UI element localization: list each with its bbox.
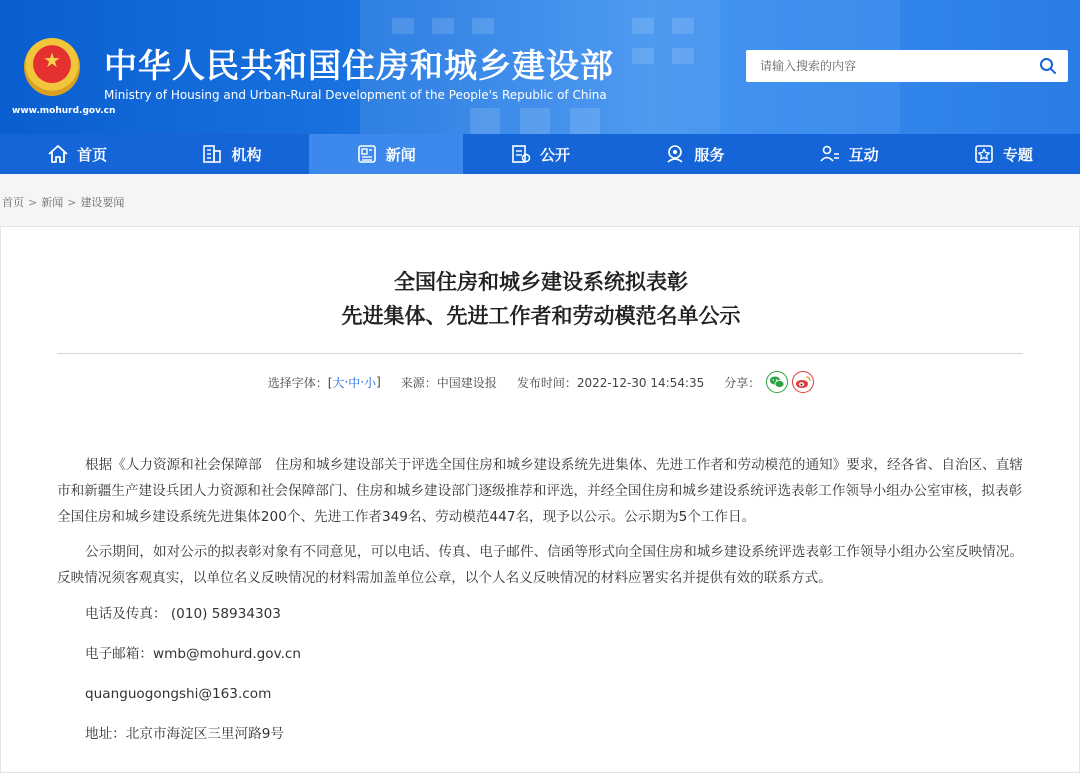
site-subtitle: Ministry of Housing and Urban-Rural Development of the People's Republic of China xyxy=(104,88,607,102)
share-buttons xyxy=(766,371,814,393)
search-icon xyxy=(1039,57,1057,75)
font-size-label: 选择字体：[ xyxy=(267,375,333,390)
contact-email-secondary[interactable]: quanguogongshi@163.com xyxy=(85,686,272,702)
nav-item-service[interactable] xyxy=(617,134,771,174)
header-background-window xyxy=(472,18,494,34)
site-title[interactable]: 中华人民共和国住房和城乡建设部 xyxy=(104,46,614,85)
article-published-time: 发布时间：2022-12-30 14:54:35 xyxy=(516,375,705,390)
nav-item-label: 公开 xyxy=(540,145,571,164)
weibo-icon xyxy=(795,375,811,389)
header-background-window xyxy=(470,108,500,134)
breadcrumb-news[interactable]: 新闻 xyxy=(41,196,64,209)
header-background-window xyxy=(520,108,550,134)
breadcrumb-separator: > xyxy=(67,196,77,209)
main-nav xyxy=(0,134,1080,174)
article-paragraph: 根据《人力资源和社会保障部 住房和城乡建设部关于评选全国住房和城乡建设系统先进集体、先进工作者和劳动模范的通知》要求，经各省、自治区、直辖市和新疆生产建设兵团人力资源和社会保障部门、住房和城乡建设部门逐级推荐和评选，并经全国住房和城乡建设系统评选表彰工作领导小组办公室审核，拟表彰全国住房和城乡建设系统先进集体200个、先进工作者349名、劳动模范447名，现予以公示。公示期为5个工作日。 xyxy=(57,457,1023,525)
article-source: 来源：中国建设报 xyxy=(400,375,497,390)
breadcrumb xyxy=(2,194,124,210)
font-size-small[interactable]: 小 xyxy=(364,375,377,390)
special-topic-icon xyxy=(973,143,995,165)
document-icon xyxy=(510,143,532,165)
header-background-window xyxy=(570,108,600,134)
contact-address: 地址：北京市海淀区三里河路9号 xyxy=(85,726,284,742)
header-background-window xyxy=(632,48,654,64)
article-panel xyxy=(0,226,1080,773)
nav-item-special-topics[interactable] xyxy=(926,134,1080,174)
nav-item-interaction[interactable] xyxy=(771,134,925,174)
font-size-separator: · xyxy=(360,375,365,389)
nav-item-label: 新闻 xyxy=(385,145,416,164)
news-icon xyxy=(356,143,378,165)
header-background-window xyxy=(672,48,694,64)
breadcrumb-construction-news[interactable]: 建设要闻 xyxy=(80,196,125,209)
home-icon xyxy=(47,143,69,165)
header-background-window xyxy=(632,18,654,34)
article-title-line2: 先进集体、先进工作者和劳动模范名单公示 xyxy=(341,304,741,328)
article-title xyxy=(1,265,1080,333)
nav-item-news[interactable] xyxy=(309,134,463,174)
font-size-large[interactable]: 大 xyxy=(332,375,345,390)
title-divider xyxy=(57,353,1023,354)
share-label: 分享： xyxy=(724,375,761,390)
article-content xyxy=(57,452,1027,761)
search-button[interactable] xyxy=(1028,50,1068,82)
service-icon xyxy=(664,143,686,165)
article-title-line1: 全国住房和城乡建设系统拟表彰 xyxy=(394,270,688,294)
site-url: www.mohurd.gov.cn xyxy=(12,106,116,116)
header-background-window xyxy=(432,18,454,34)
wechat-share-button[interactable] xyxy=(766,371,788,393)
contact-info xyxy=(57,601,1027,761)
nav-item-label: 首页 xyxy=(77,145,108,164)
nav-item-public[interactable] xyxy=(463,134,617,174)
nav-item-home[interactable] xyxy=(0,134,154,174)
search-box xyxy=(746,50,1068,82)
weibo-share-button[interactable] xyxy=(792,371,814,393)
nav-item-label: 机构 xyxy=(231,145,262,164)
search-input[interactable] xyxy=(746,50,1026,82)
breadcrumb-home[interactable]: 首页 xyxy=(2,196,24,209)
wechat-icon xyxy=(769,375,785,389)
star-icon: ★ xyxy=(43,48,61,72)
contact-email-primary[interactable]: 电子邮箱：wmb@mohurd.gov.cn xyxy=(85,646,301,662)
font-size-close: ] xyxy=(376,375,381,389)
nav-item-label: 互动 xyxy=(848,145,879,164)
nav-item-label: 专题 xyxy=(1002,145,1033,164)
breadcrumb-separator: > xyxy=(28,196,38,209)
header-background-window xyxy=(392,18,414,34)
article-paragraph: 公示期间，如对公示的拟表彰对象有不同意见，可以电话、传真、电子邮件、信函等形式向全国住房和城乡建设系统评选表彰工作领导小组办公室反映情况。反映情况须客观真实，以单位名义反映情况的材料需加盖单位公章，以个人名义反映情况的材料应署实名并提供有效的联系方式。 xyxy=(57,544,1023,586)
site-header xyxy=(0,0,1080,134)
national-emblem-icon[interactable] xyxy=(24,38,80,96)
contact-phone: 电话及传真： (010) 58934303 xyxy=(85,606,281,622)
nav-item-label: 服务 xyxy=(694,145,725,164)
building-icon xyxy=(201,143,223,165)
nav-item-institutions[interactable] xyxy=(154,134,308,174)
article-meta xyxy=(1,371,1080,393)
font-size-separator: · xyxy=(344,375,349,389)
header-background-window xyxy=(672,18,694,34)
font-size-medium[interactable]: 中 xyxy=(348,375,361,390)
interaction-icon xyxy=(819,143,841,165)
